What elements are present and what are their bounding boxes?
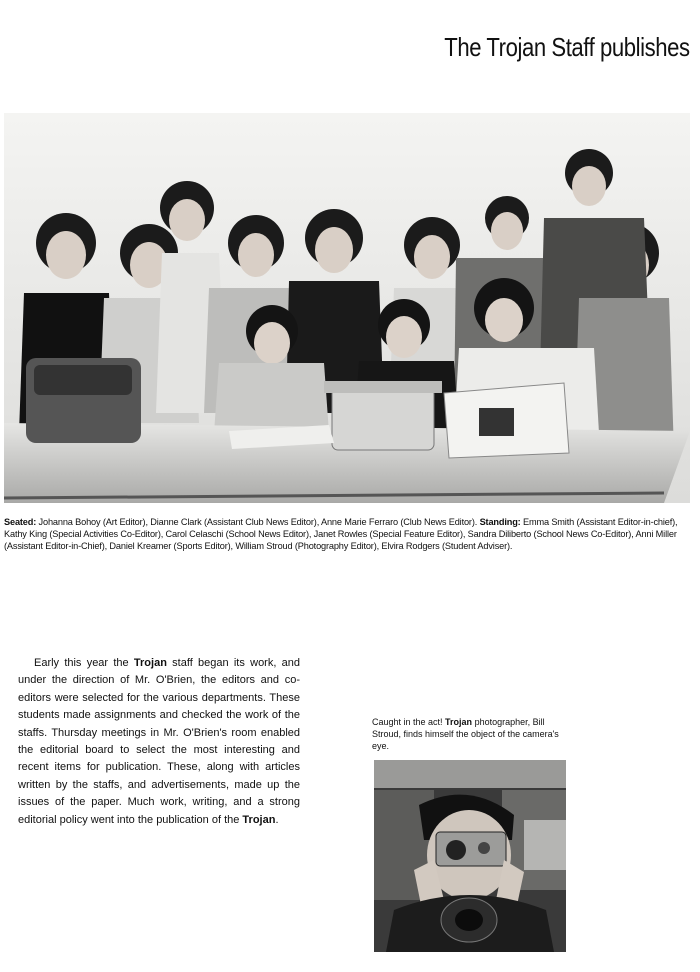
standing-label: Standing: [479, 517, 521, 527]
small-caption-text-1: Caught in the act! [372, 717, 446, 727]
small-caption-text-2: photographer, Bill Stroud, finds himself the object of the camera's eye. [372, 717, 559, 751]
photographer-photo-icon [374, 760, 566, 952]
article-trojan-1: Trojan [133, 657, 167, 669]
seated-label: Seated: [4, 517, 37, 527]
photographer-photo [374, 760, 566, 952]
article-paragraph [18, 655, 300, 829]
article-text-2: staff began its work, and under the direction of Mr. O'Brien, the editors and co-editors were selected for the various departments. These students made assignments and checked the work of the staffs. Thursday meetings in Mr. O'Brien's room enabled the editorial board to select the most interesting and recent items for publication. These, along with articles written by the staffs, and advertisements, made up the issues of the paper. Much work, writing, and a strong editorial policy went into the publication of the [18, 657, 301, 826]
small-caption-trojan: Trojan [445, 717, 473, 727]
article-text-3: . [275, 813, 279, 826]
small-photo-caption [372, 716, 572, 752]
seated-names: Johanna Bohoy (Art Editor), Dianne Clark (Assistant Club News Editor), Anne Marie Ferraro (Club News Editor). [36, 517, 480, 527]
group-photo [4, 113, 690, 503]
page-title: The Trojan Staff publishes [444, 32, 690, 62]
main-photo-caption [4, 516, 688, 552]
group-photo-icon [4, 113, 690, 503]
standing-names: Emma Smith (Assistant Editor-in-chief), Kathy King (Special Activities Co-Editor), Carol Celaschi (School News Editor), Janet Rowles (Special Feature Editor), Sandra Diliberto (School News Co-Editor), Anni Miller (Assistant Editor-in-Chief), Daniel Kreamer (Sports Editor), William Stroud (Photography Editor), Elvira Rodgers (Student Adviser). [4, 517, 678, 551]
article-trojan-2: Trojan [242, 813, 276, 826]
article-text-1: Early this year the [34, 657, 134, 669]
